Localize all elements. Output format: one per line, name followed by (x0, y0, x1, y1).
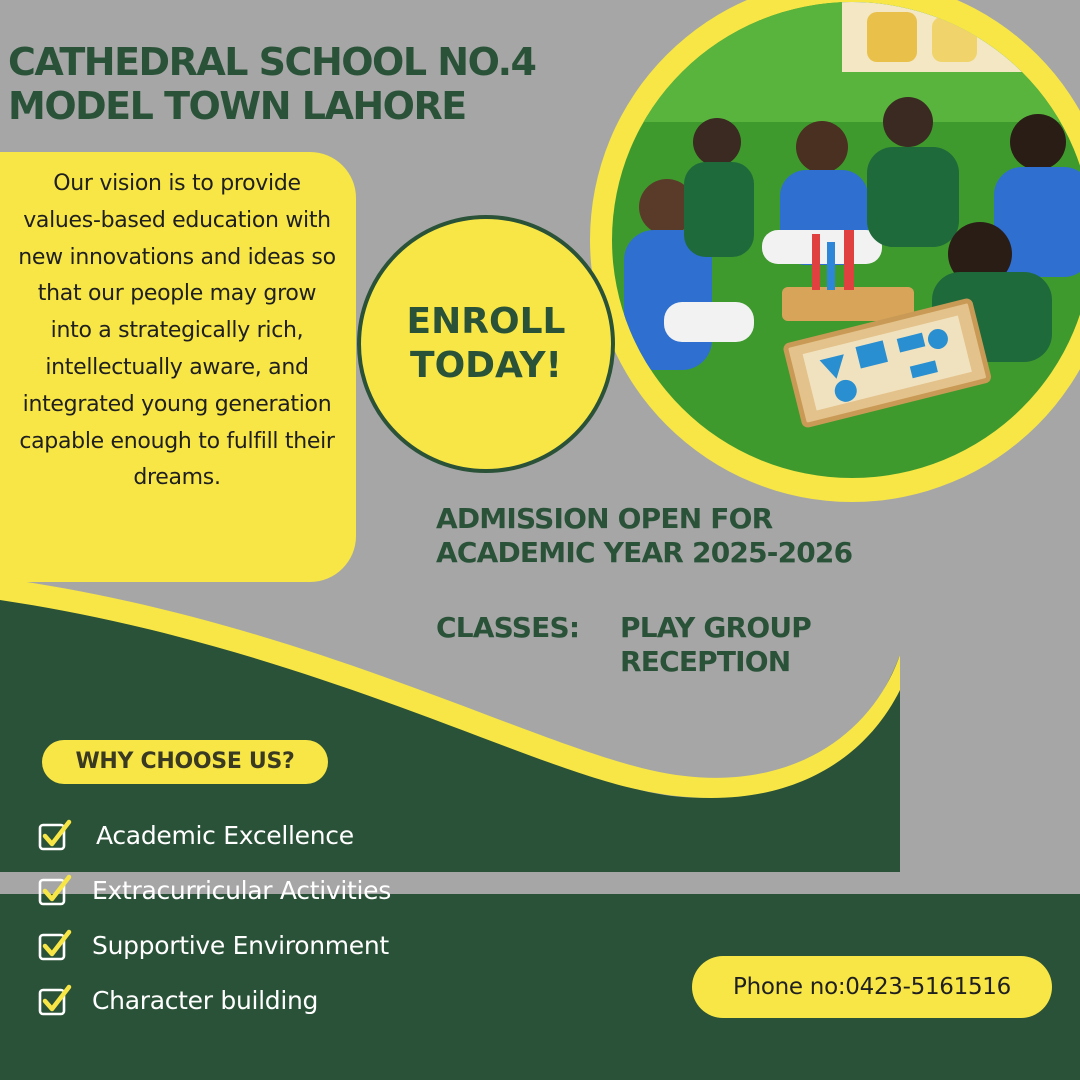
checkbox-check-icon (38, 984, 72, 1018)
school-title-line1: CATHEDRAL SCHOOL NO.4 (8, 40, 536, 84)
vision-statement: Our vision is to provide values-based education with new innovations and ideas so that our people may grow into a strategically rich, intellectually aware, and integrated young generation capable enough to fulfill their dreams. (18, 171, 336, 491)
enroll-today-badge: ENROLL TODAY! (357, 215, 615, 473)
checkbox-check-icon (38, 929, 72, 963)
feature-item (38, 973, 391, 1028)
photo-illustration (612, 2, 1080, 478)
class-item: RECEPTION (620, 645, 791, 678)
classroom-photo (612, 2, 1080, 478)
admission-line2: ACADEMIC YEAR 2025-2026 (436, 536, 853, 569)
school-title (8, 40, 628, 128)
classes-list (620, 611, 811, 679)
school-title-line2: MODEL TOWN LAHORE (8, 84, 466, 128)
classes-info (436, 611, 811, 679)
admission-notice (436, 502, 996, 570)
class-item: PLAY GROUP (620, 611, 811, 644)
features-list (38, 808, 391, 1028)
admission-line1: ADMISSION OPEN FOR (436, 502, 773, 535)
feature-label: Character building (92, 986, 319, 1015)
feature-label: Extracurricular Activities (92, 876, 391, 905)
classes-label: CLASSES: (436, 611, 580, 644)
checkbox-check-icon (38, 819, 72, 853)
feature-item (38, 863, 391, 918)
feature-label: Academic Excellence (96, 821, 354, 850)
feature-label: Supportive Environment (92, 931, 389, 960)
phone-number-badge: Phone no:0423-5161516 (692, 956, 1052, 1018)
feature-item (38, 808, 391, 863)
checkbox-check-icon (38, 874, 72, 908)
why-choose-us-badge: WHY CHOOSE US? (42, 740, 328, 784)
feature-item (38, 918, 391, 973)
